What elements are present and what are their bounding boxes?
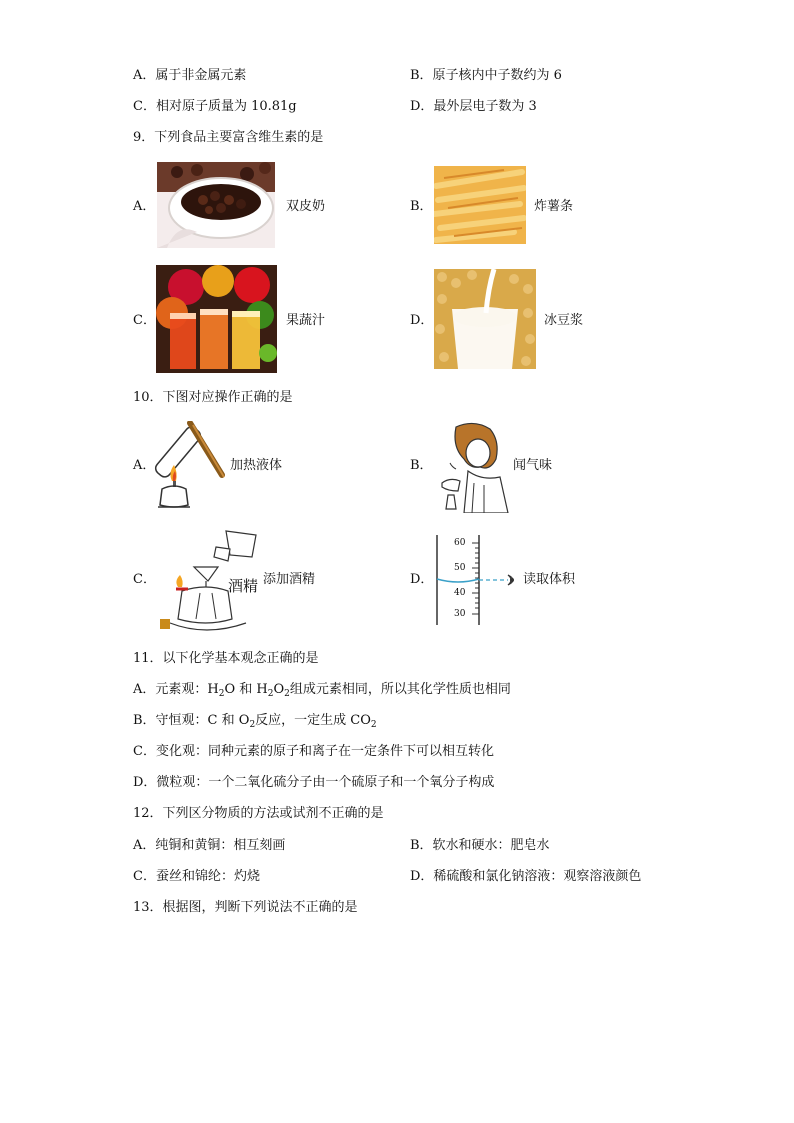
french-fries-image [434,166,526,244]
q10-option-c-label: 添加酒精 [263,572,316,587]
q12-option-b: B．软水和硬水：肥皂水 [410,838,550,853]
soy-milk-image [434,269,536,369]
q9-option-d-letter: D． [410,313,434,328]
q9-option-d-label: 冰豆浆 [544,313,584,328]
q10-option-d-letter: D． [410,572,434,587]
q8-option-a: A．属于非金属元素 [133,68,247,83]
q8-option-c: C．相对原子质量为 10.81g [133,99,297,114]
q12-option-c: C．蚕丝和锦纶：灼烧 [133,869,260,884]
q10-stem: 10．下图对应操作正确的是 [133,390,293,405]
q10-option-b-label: 闻气味 [513,458,553,473]
q9-option-b-letter: B． [410,199,433,214]
graduated-cylinder-illustration [434,533,524,627]
q8-option-d: D．最外层电子数为 3 [410,99,537,114]
q11-option-d: D．微粒观：一个二氧化硫分子由一个硫原子和一个氧分子构成 [133,775,495,790]
q13-stem: 13．根据图，判断下列说法不正确的是 [133,900,358,915]
q10-option-d-label: 读取体积 [523,572,576,587]
q8-option-b: B．原子核内中子数约为 6 [410,68,562,83]
double-skin-milk-image [157,162,275,248]
q12-option-a: A．纯铜和黄铜：相互刻画 [133,838,286,853]
q9-option-a-letter: A． [133,199,156,214]
q10-option-b-letter: B． [410,458,433,473]
q11-option-b: B．守恒观：C 和 $O_2$反应，一定生成 $CO_2$ [133,713,377,730]
q9-option-a-label: 双皮奶 [286,199,326,214]
alcohol-bottle-text: 酒精 [228,577,259,595]
cylinder-mark-30: 30 [454,609,466,619]
cylinder-mark-40: 40 [454,588,466,598]
q9-stem: 9．下列食品主要富含维生素的是 [133,130,324,145]
q12-option-d: D．稀硫酸和氯化钠溶液：观察溶液颜色 [410,869,642,884]
q11-stem: 11．以下化学基本观念正确的是 [133,651,319,666]
cylinder-mark-50: 50 [454,563,466,573]
q11-option-c: C．变化观：同种元素的原子和离子在一定条件下可以相互转化 [133,744,494,759]
fruit-vegetable-juice-image [156,265,277,373]
q10-option-a-label: 加热液体 [230,458,283,473]
q9-option-c-letter: C． [133,313,156,328]
q9-option-b-label: 炸薯条 [534,199,574,214]
heating-liquid-illustration [152,421,230,509]
q11-option-a: A．元素观：$H_2O$ 和 $H_2O_2$组成元素相同，所以其化学性质也相同 [133,682,511,699]
q10-option-a-letter: A． [133,458,156,473]
smelling-gas-illustration [434,421,512,513]
q10-option-c-letter: C． [133,572,156,587]
cylinder-mark-60: 60 [454,538,466,548]
q9-option-c-label: 果蔬汁 [286,313,326,328]
q12-stem: 12．下列区分物质的方法或试剂不正确的是 [133,806,384,821]
